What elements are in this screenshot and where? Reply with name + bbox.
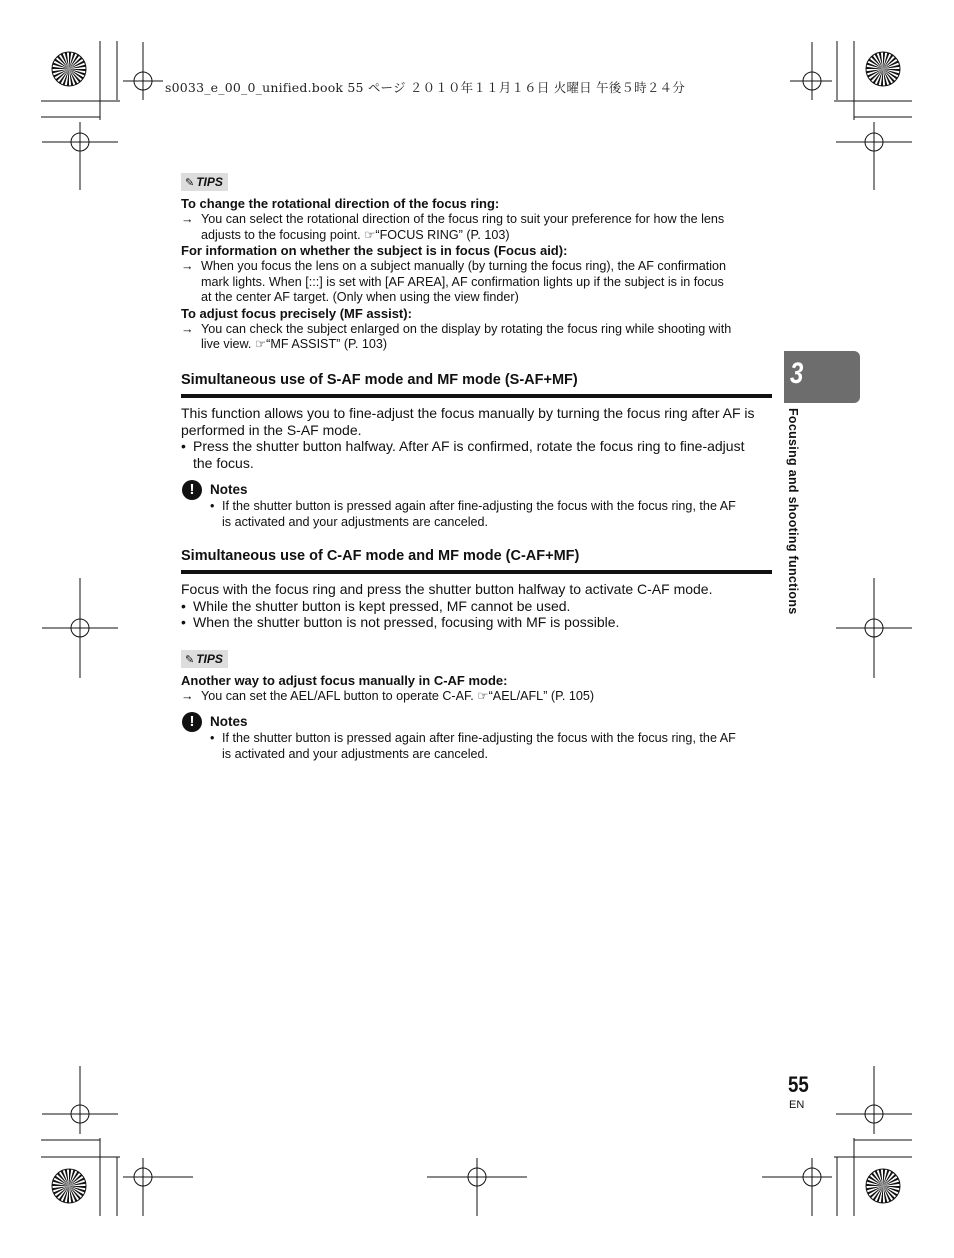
- tips-icon: ✎: [185, 654, 195, 666]
- tips-badge: ✎ TIPS: [181, 650, 228, 668]
- notes-text: • If the shutter button is pressed again after fine-adjusting the focus with the focus ring, the AF is activated and your adjustments are canceled.: [210, 499, 736, 529]
- section-body: Focus with the focus ring and press the shutter button halfway to activate C-AF mode. • While the shutter button is kept pressed, MF cannot be used. • When the shutter button is not pressed, focusing with MF is possible.: [181, 581, 773, 631]
- tip-text: → You can set the AEL/AFL button to operate C-AF. ☞“AEL/AFL” (P. 105): [181, 689, 595, 703]
- section-title: Simultaneous use of C-AF mode and MF mode (C-AF+MF): [181, 548, 580, 564]
- notes-text: • If the shutter button is pressed again after fine-adjusting the focus with the focus ring, the AF is activated and your adjustments are canceled.: [210, 731, 736, 761]
- exclamation-icon: !: [182, 480, 202, 500]
- tip-heading: To adjust focus precisely (MF assist):: [181, 305, 412, 321]
- chapter-title: Focusing and shooting functions: [786, 408, 800, 615]
- section-rule: [181, 394, 772, 398]
- tips-block-1: [181, 196, 771, 353]
- exclamation-icon: !: [182, 712, 202, 732]
- language-code: EN: [789, 1099, 805, 1111]
- section-rule: [181, 570, 772, 574]
- tips-badge: ✎ TIPS: [181, 173, 228, 191]
- section-body: This function allows you to fine-adjust the focus manually by turning the focus ring after AF is performed in the S-AF mode. • Press the shutter button halfway. After AF is confirmed, rotate the focus ring to fine-adjust the focus.: [181, 405, 773, 471]
- tip-text: → You can check the subject enlarged on the display by rotating the focus ring while shooting with live view. ☞“MF ASSIST” (P. 103): [181, 321, 732, 351]
- tip-heading: To change the rotational direction of the focus ring:: [181, 196, 500, 211]
- print-header: s0033_e_00_0_unified.book 55 ページ ２０１０年１１月１６日 火曜日 午後５時２４分: [165, 80, 685, 95]
- tips-icon: ✎: [185, 177, 195, 189]
- tip-text: → When you focus the lens on a subject manually (by turning the focus ring), the AF confirmation mark lights. When [:::] is set with [AF AREA], AF confirmation lights up if the subject is in focus at the center AF target. (Only when using the view finder): [181, 259, 727, 304]
- tips-block-2: [181, 673, 771, 705]
- bullet-item: • When the shutter button is not pressed, focusing with MF is possible.: [181, 614, 620, 630]
- bullet-item: • While the shutter button is kept pressed, MF cannot be used.: [181, 597, 571, 614]
- tip-heading: Another way to adjust focus manually in C-AF mode:: [181, 673, 508, 688]
- page-number: 55: [788, 1072, 809, 1097]
- tip-text: → You can select the rotational direction of the focus ring to suit your preference for how the lens adjusts to the focusing point. ☞“FOCUS RING” (P. 103): [181, 212, 725, 242]
- section-title: Simultaneous use of S-AF mode and MF mode (S-AF+MF): [181, 372, 578, 388]
- tip-heading: For information on whether the subject is in focus (Focus aid):: [181, 243, 568, 258]
- notes-label: Notes: [210, 482, 248, 497]
- bullet-item: • Press the shutter button halfway. After AF is confirmed, rotate the focus ring to fine-adjust the focus.: [181, 438, 745, 471]
- notes-label: Notes: [210, 714, 248, 729]
- chapter-tab: 3: [784, 351, 860, 403]
